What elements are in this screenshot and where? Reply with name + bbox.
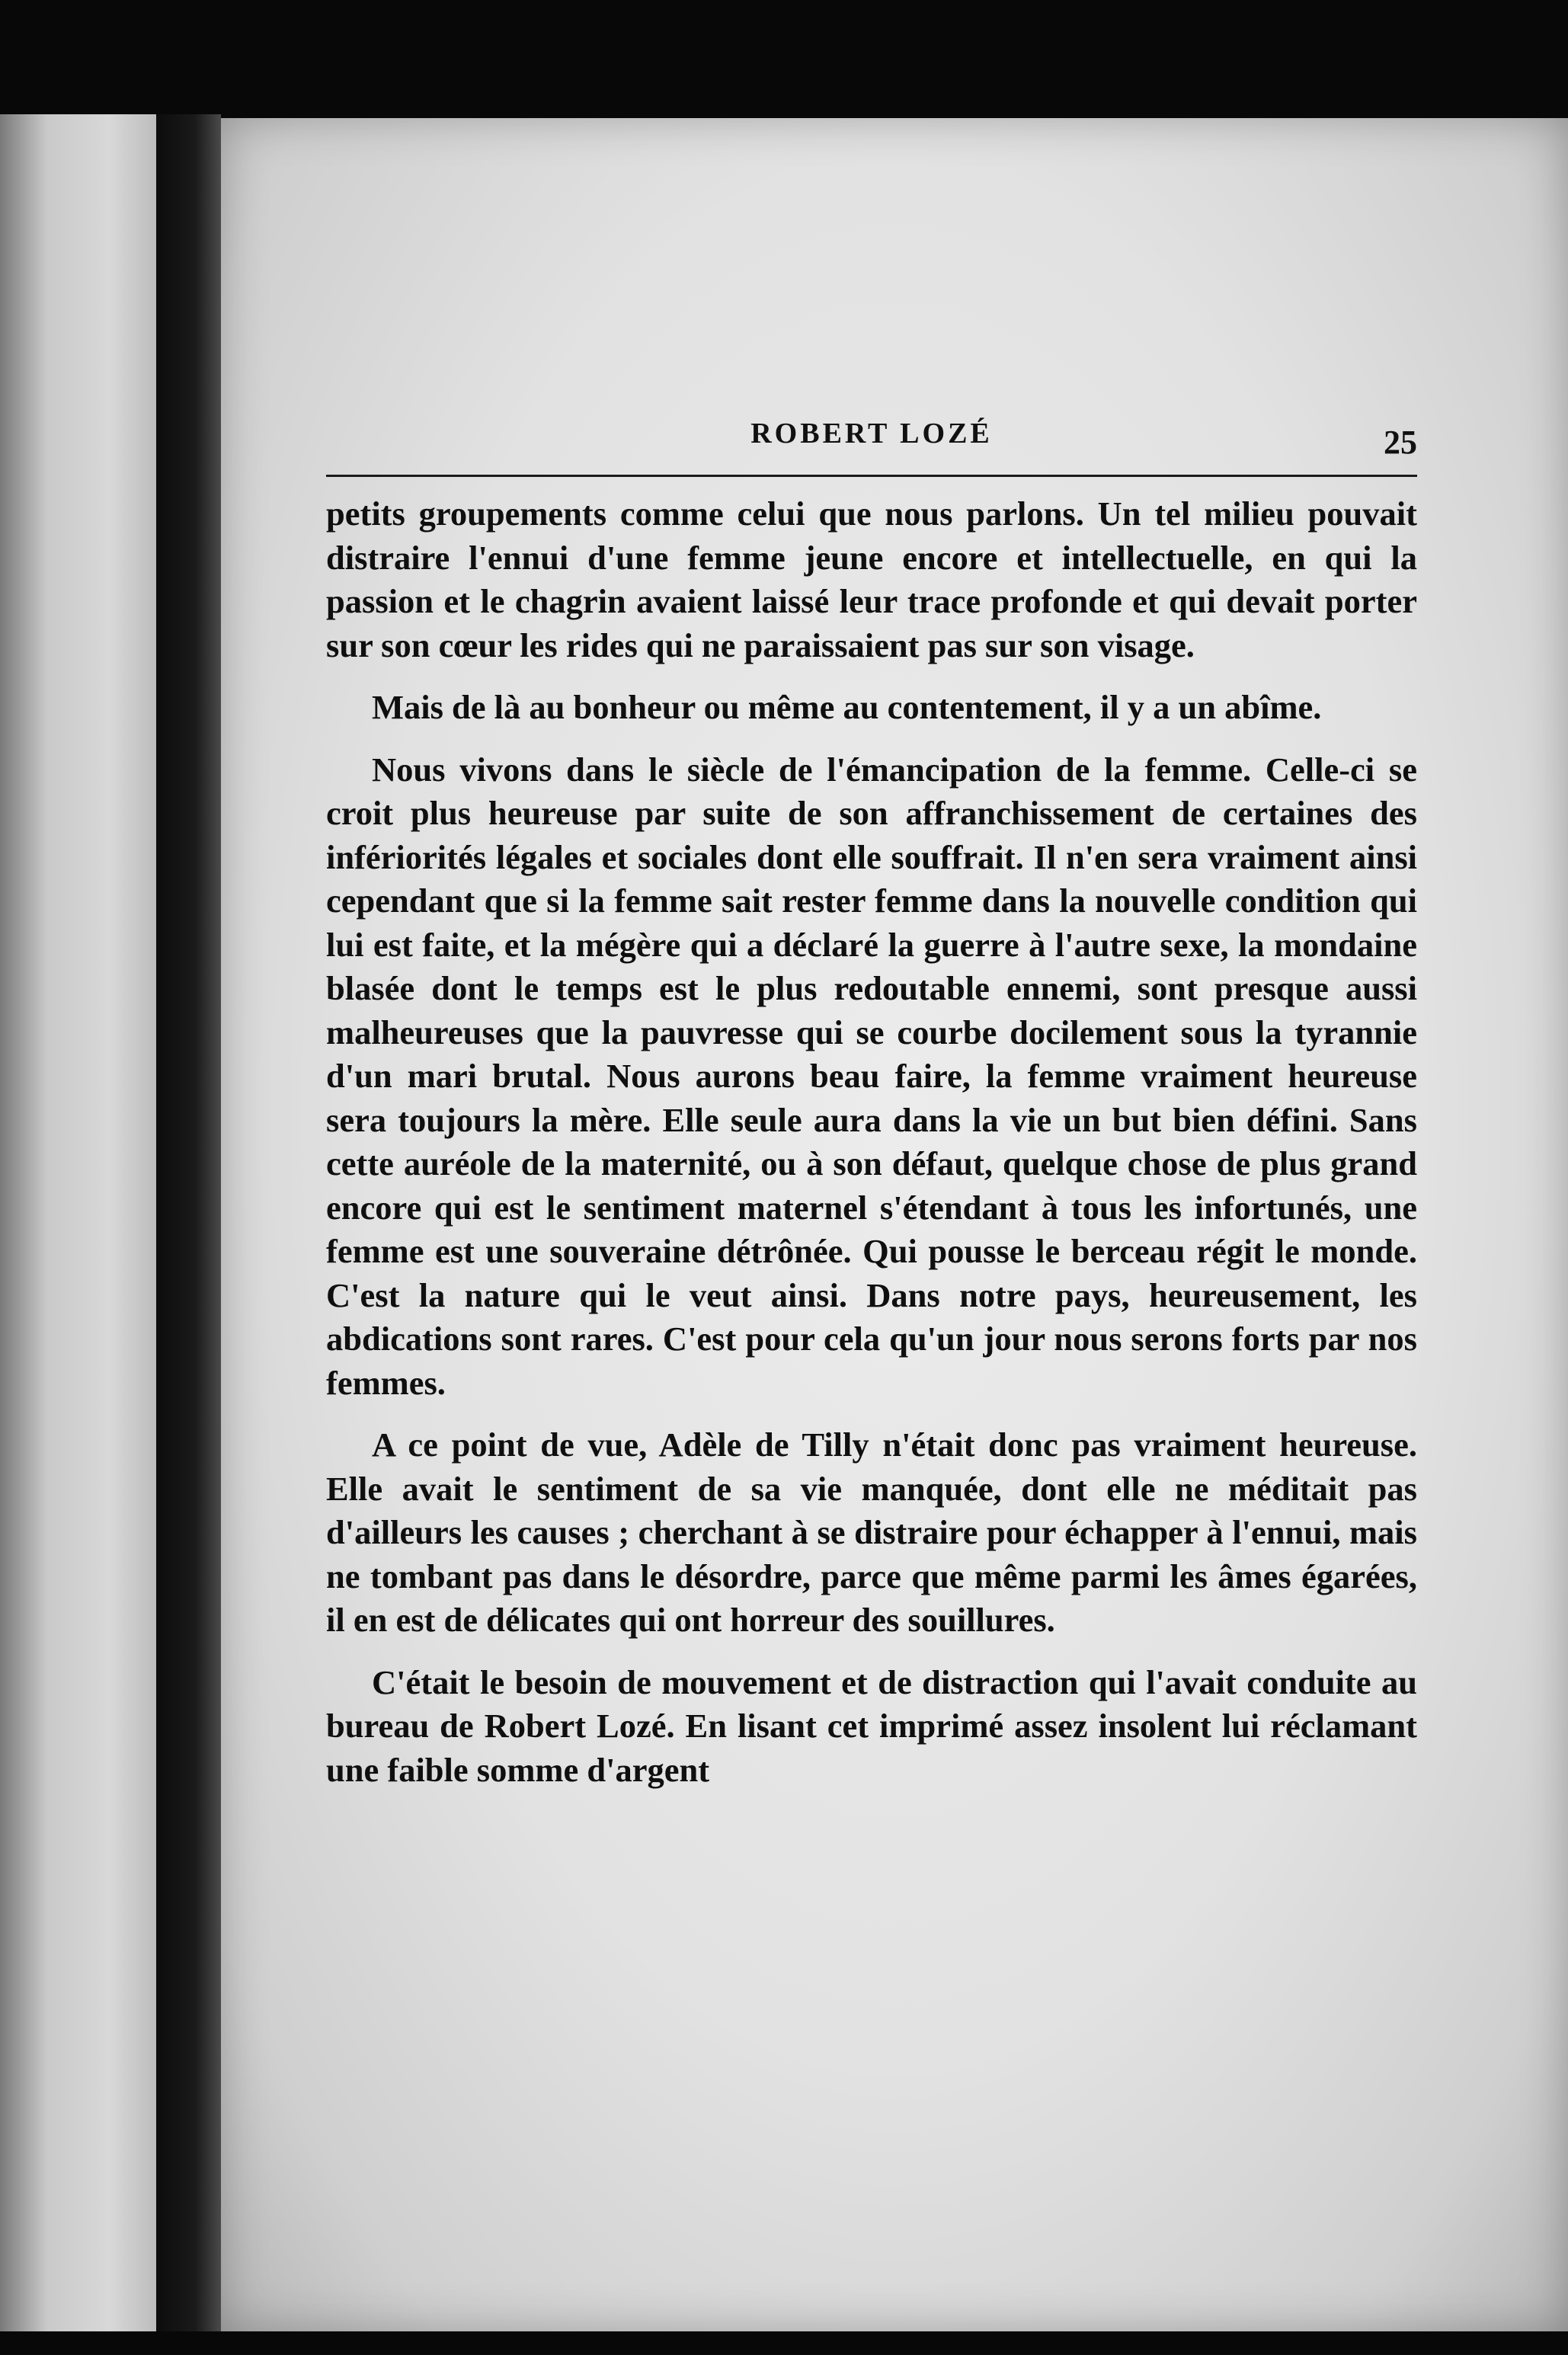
- paragraph: C'était le besoin de mouvement et de distraction qui l'avait conduite au bureau de Robert Lozé. En lisant cet imprimé assez insolent lui réclamant une faible somme d'argent: [326, 1662, 1417, 1789]
- left-page-edge: [0, 114, 156, 2331]
- running-title: ROBERT LOZÉ: [750, 418, 993, 450]
- paragraph: Mais de là au bonheur ou même au contentement, il y a un abîme.: [372, 688, 1322, 726]
- page-number: 25: [1384, 424, 1417, 461]
- book-spine-shadow: [156, 114, 221, 2331]
- paragraph-continuation: petits groupements comme celui que nous parlons. Un tel milieu pouvait distraire l'ennui d'une femme jeune encore et intellectuelle, en qui la passion et le chagrin avaient laissé leur trace profonde et qui devait porter sur son cœur les rides qui ne paraissaient pas sur son visage.: [326, 494, 1417, 664]
- page-content: [326, 408, 1417, 1810]
- book-page: [221, 118, 1568, 2331]
- paragraph: A ce point de vue, Adèle de Tilly n'était donc pas vraiment heureuse. Elle avait le sentiment de sa vie manquée, dont elle ne méditait pas d'ailleurs les causes ; cherchant à se distraire pour échapper à l'ennui, mais ne tombant pas dans le désordre, parce que même parmi les âmes égarées, il en est de délicates qui ont horreur des souillures.: [326, 1425, 1417, 1639]
- body-text: [326, 492, 1417, 1792]
- paragraph: Nous vivons dans le siècle de l'émancipation de la femme. Celle-ci se croit plus heureuse par suite de son affranchissement de certaines des infériorités légales et sociales dont elle souffrait. Il n'en sera vraiment ainsi cependant que si la femme sait rester femme dans la nouvelle condition qui lui est faite, et la mégère qui a déclaré la guerre à l'autre sexe, la mondaine blasée dont le temps est le plus redoutable ennemi, sont presque aussi malheureuses que la pauvresse qui se courbe docilement sous la tyrannie d'un mari brutal. Nous aurons beau faire, la femme vraiment heureuse sera toujours la mère. Elle seule aura dans la vie un but bien défini. Sans cette auréole de la maternité, ou à son défaut, quelque chose de plus grand encore qui est le sentiment maternel s'étendant à tous les infortunés, une femme est une souveraine détrônée. Qui pousse le berceau régit le monde. C'est la nature qui le veut ainsi. Dans notre pays, heureusement, les abdications sont rares. C'est pour cela qu'un jour nous serons forts par nos femmes.: [326, 750, 1417, 1402]
- running-head: [326, 408, 1417, 469]
- header-rule: [326, 475, 1417, 477]
